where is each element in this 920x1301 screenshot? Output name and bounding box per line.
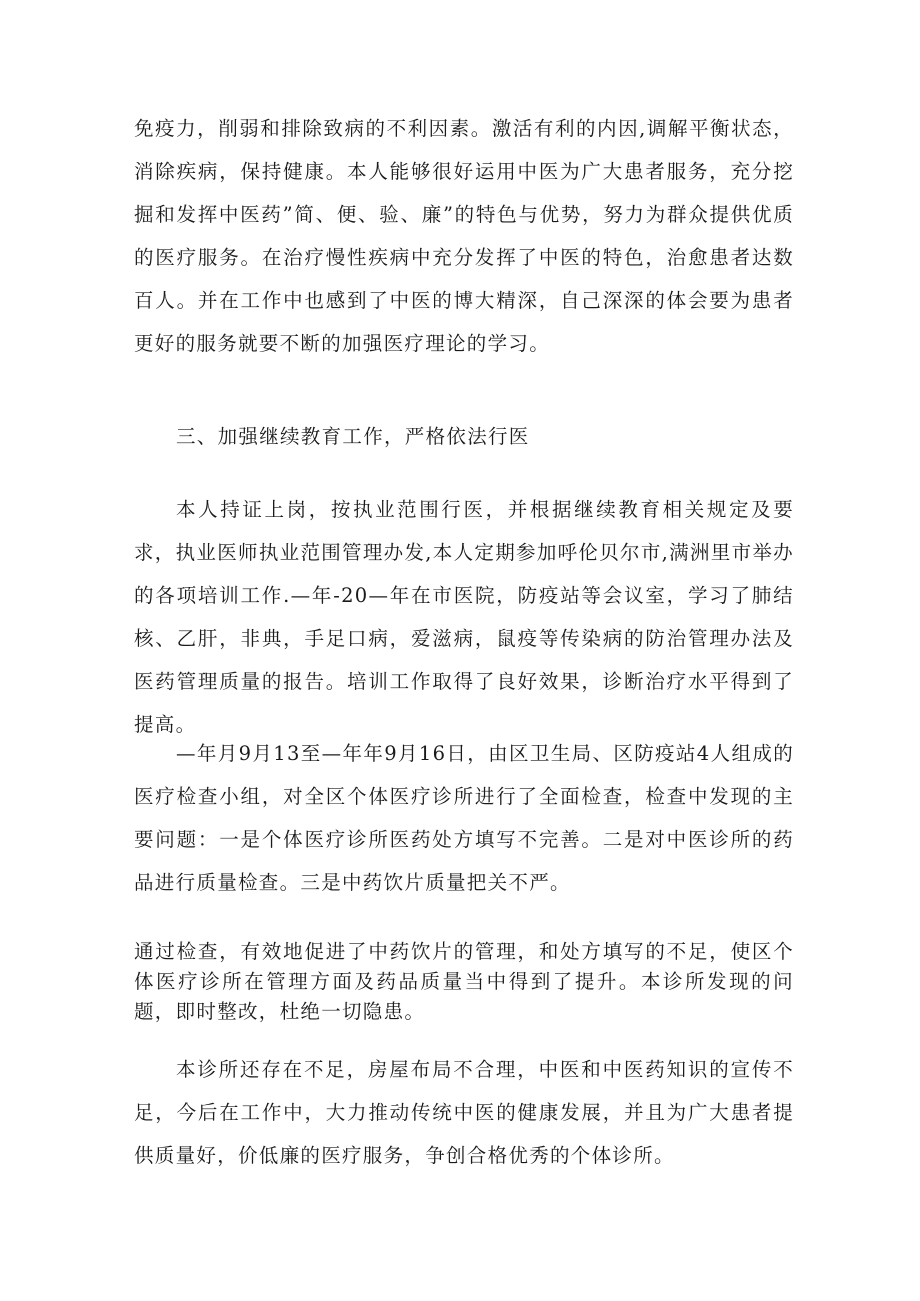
section-heading-continuing-education: 三、加强继续教育工作，严格依法行医 [176, 425, 530, 448]
paragraph-inspection-result: 通过检查，有效地促进了中药饮片的管理，和处方填写的不足，使区个体医疗诊所在管理方面及药品质量当中得到了提升。本诊所发现的问题，即时整改，杜绝一切隐患。 [134, 940, 794, 1023]
paragraph-training: 本人持证上岗，按执业范围行医，并根据继续教育相关规定及要求，执业医师执业范围管理办发,本人定期参加呼伦贝尔市,满洲里市举办的各项培训工作.—年-20—年在市医院，防疫站等会议室，学习了肺结核、乙肝，非典，手足口病，爱滋病，鼠疫等传染病的防治管理办法及医药管理质量的报告。培训工作取得了良好效果，诊断治疗水平得到了提高。 [134, 498, 794, 736]
paragraph-shortcomings: 本诊所还存在不足，房屋布局不合理，中医和中医药知识的宣传不足，今后在工作中，大力推动传统中医的健康发展，并且为广大患者提供质量好，价低廉的医疗服务，争创合格优秀的个体诊所。 [134, 1058, 794, 1167]
paragraph-tcm-service: 免疫力，削弱和排除致病的不利因素。激活有利的内因,调解平衡状态，消除疾病，保持健康。本人能够很好运用中医为广大患者服务，充分挖掘和发挥中医药”简、便、验、廉”的特色与优势，努力为群众提供优质的医疗服务。在治疗慢性疾病中充分发挥了中医的特色，治愈患者达数百人。并在工作中也感到了中医的博大精深，自己深深的体会要为患者更好的服务就要不断的加强医疗理论的学习。 [134, 117, 794, 355]
paragraph-inspection: —年月9月13至—年年9月16日，由区卫生局、区防疫站4人组成的医疗检查小组，对全区个体医疗诊所进行了全面检查，检查中发现的主要问题：一是个体医疗诊所医药处方填写不完善。二是对中医诊所的药品进行质量检查。三是中药饮片质量把关不严。 [134, 742, 794, 894]
